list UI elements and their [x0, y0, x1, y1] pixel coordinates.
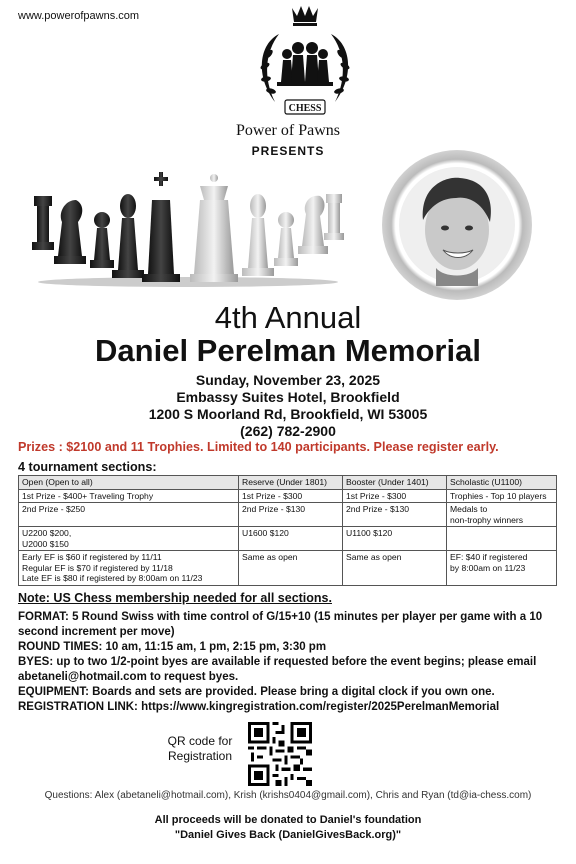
membership-note: Note: US Chess membership needed for all sections. [18, 591, 332, 605]
website-url[interactable]: www.powerofpawns.com [18, 10, 140, 22]
memorial-photo [382, 150, 532, 300]
chess-pieces-illustration [28, 170, 348, 288]
table-row [19, 503, 557, 527]
presents-label: PRESENTS [251, 144, 325, 158]
light-rook-icon [324, 194, 344, 240]
table-cell: Medals to non-trophy winners [447, 503, 557, 527]
sections-heading: 4 tournament sections: [18, 460, 157, 474]
qr-code-icon[interactable] [248, 722, 312, 786]
event-title-line2: Daniel Perelman Memorial [95, 333, 481, 368]
logo-text: CHESS [288, 103, 322, 114]
event-date: Sunday, November 23, 2025 [195, 372, 381, 388]
table-cell: Trophies - Top 10 players [447, 489, 557, 503]
event-venue: Embassy Suites Hotel, Brookfield [176, 389, 400, 405]
dark-pawn-icon [90, 212, 114, 268]
format-text: FORMAT: 5 Round Swiss with time control of G/15+10 (15 minutes per player per game with a 10 second increment per move) [18, 611, 543, 638]
round-times-text: ROUND TIMES: 10 am, 11:15 am, 1 pm, 2:15 pm, 3:30 pm [18, 641, 327, 653]
event-phone: (262) 782-2900 [240, 423, 336, 439]
footer-line1: All proceeds will be donated to Daniel's foundation [154, 814, 422, 826]
event-address: 1200 S Moorland Rd, Brookfield, WI 53005 [148, 406, 428, 422]
event-title-line1: 4th Annual [214, 300, 362, 335]
table-cell [447, 527, 557, 551]
table-cell: Early EF is $60 if registered by 11/11 Regular EF is $70 if registered by 11/18 Late EF is $80 if registered by 8:00am on 11/23 [19, 551, 239, 586]
table-cell: U1100 $120 [343, 527, 447, 551]
table-cell: Same as open [239, 551, 343, 586]
table-cell: 1st Prize - $300 [239, 489, 343, 503]
table-cell: 2nd Prize - $250 [19, 503, 239, 527]
dark-rook-icon [32, 196, 54, 250]
registration-link[interactable]: REGISTRATION LINK: https://www.kingregistration.com/register/2025PerelmanMemorial [18, 701, 500, 713]
light-queen-icon [190, 174, 238, 282]
table-cell: 2nd Prize - $130 [239, 503, 343, 527]
table-row [19, 527, 557, 551]
portrait-image [396, 164, 518, 286]
table-cell: EF: $40 if registered by 8:00am on 11/23 [447, 551, 557, 586]
light-bishop-icon [242, 194, 274, 276]
table-cell: Same as open [343, 551, 447, 586]
dark-bishop-icon [112, 194, 144, 278]
table-row [19, 551, 557, 586]
table-cell: 1st Prize - $400+ Traveling Trophy [19, 489, 239, 503]
light-pawn-icon [274, 212, 298, 266]
power-of-pawns-logo [245, 4, 365, 122]
dark-king-icon [142, 172, 180, 282]
questions-contacts: Questions: Alex (abetaneli@hotmail.com), Krish (krishs0404@gmail.com), Chris and Ryan (td@ia-chess.com) [44, 790, 532, 801]
prizes-line: Prizes : $2100 and 11 Trophies. Limited to 140 participants. Please register early. [18, 440, 499, 454]
table-row [19, 489, 557, 503]
table-cell: 1st Prize - $300 [343, 489, 447, 503]
qr-label: QR code for Registration [167, 734, 233, 763]
crown-icon [292, 6, 318, 26]
pawns-icon [277, 42, 333, 86]
table-header-row [19, 476, 557, 490]
byes-text: BYES: up to two 1/2-point byes are available if requested before the event begins; please email abetaneli@hotmail.com to request byes. [18, 656, 537, 683]
dark-knight-icon [54, 200, 86, 264]
footer-line2: "Daniel Gives Back (DanielGivesBack.org)" [174, 829, 402, 841]
header-cell: Booster (Under 1401) [343, 476, 447, 490]
table-cell: U1600 $120 [239, 527, 343, 551]
light-knight-icon [298, 196, 328, 254]
header-cell: Reserve (Under 1801) [239, 476, 343, 490]
table-cell: 2nd Prize - $130 [343, 503, 447, 527]
header-cell: Scholastic (U1100) [447, 476, 557, 490]
header-cell: Open (Open to all) [19, 476, 239, 490]
laurel-wreath-icon [259, 34, 350, 102]
equipment-text: EQUIPMENT: Boards and sets are provided. Please bring a digital clock if you own one. [18, 686, 495, 698]
table-cell: U2200 $200, U2000 $150 [19, 527, 239, 551]
sections-table [18, 475, 557, 586]
org-name: Power of Pawns [236, 122, 340, 139]
